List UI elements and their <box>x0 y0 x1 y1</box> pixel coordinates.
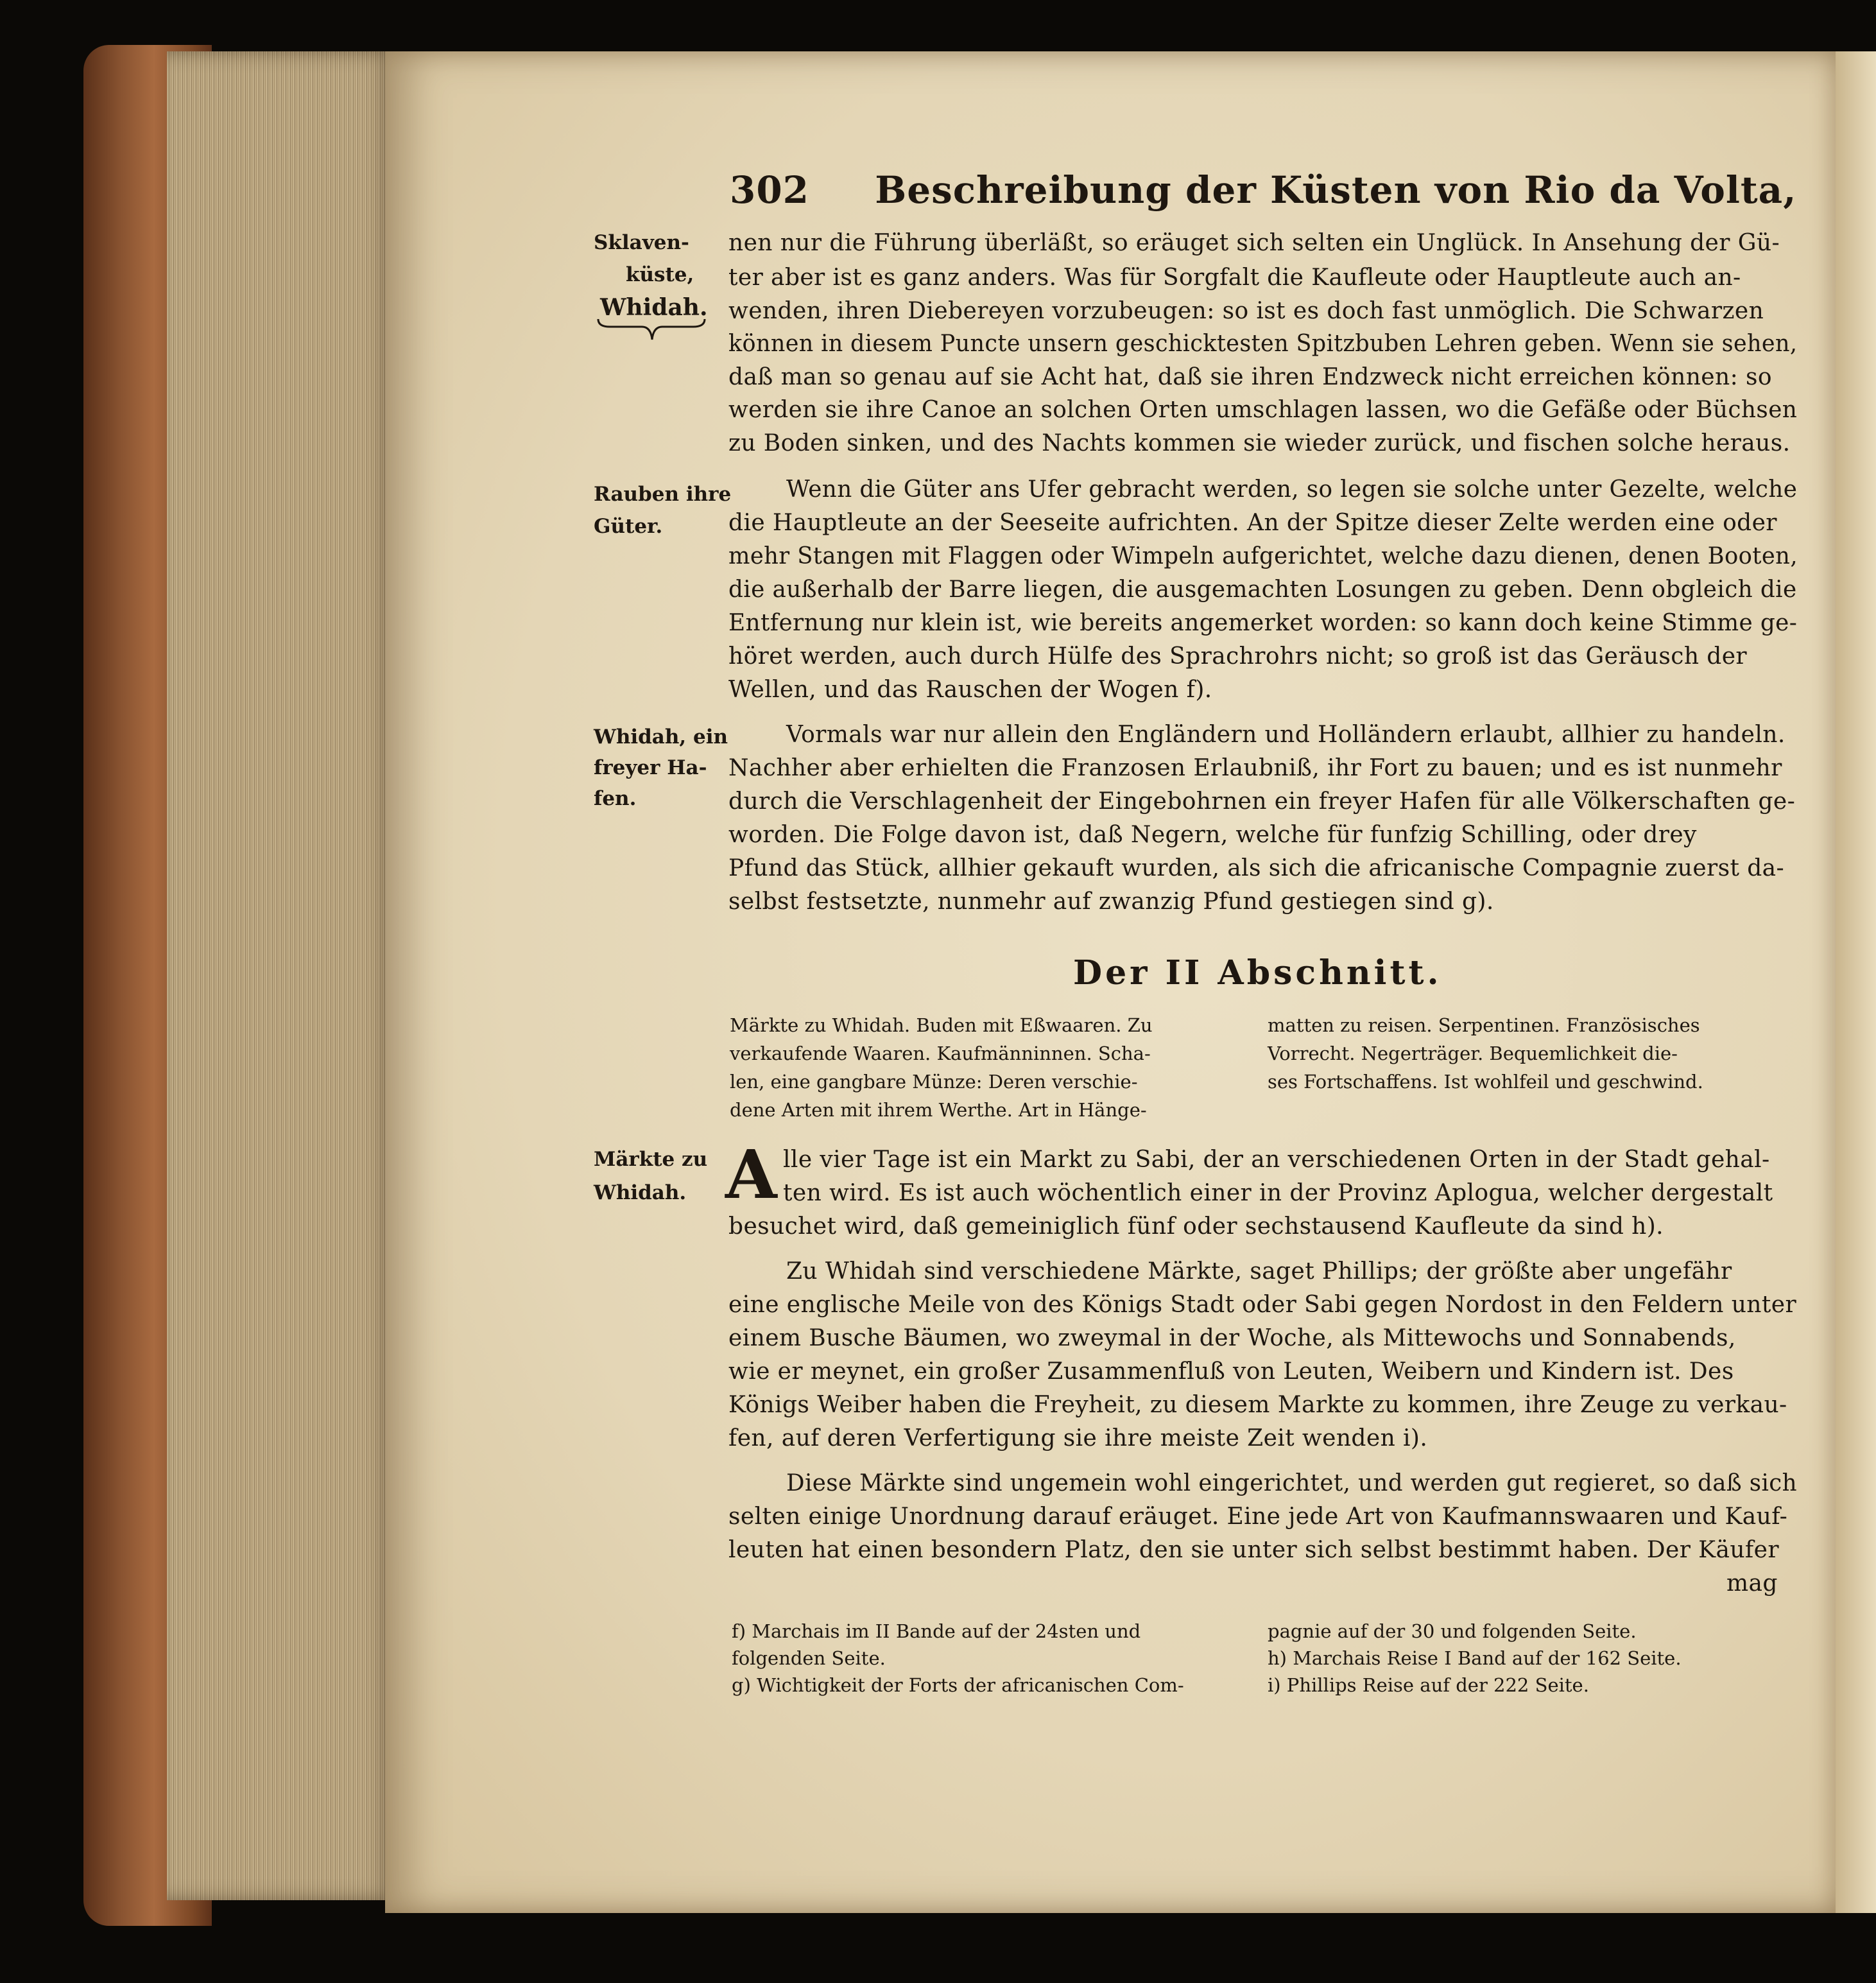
text-line: Wellen, und das Rauschen der Wogen f). <box>728 677 1212 703</box>
summary-line: Vorrecht. Negerträger. Bequemlichkeit die- <box>1268 1043 1678 1064</box>
section-title: Der II Abschnitt. <box>1073 953 1442 992</box>
text-line: die Hauptleute an der Seeseite aufrichten. An der Spitze dieser Zelte werden eine oder <box>728 510 1777 536</box>
text-line: Nachher aber erhielten die Franzosen Erlaubniß, ihr Fort zu bauen; und es ist nunmehr <box>728 755 1782 781</box>
running-header <box>730 168 1796 212</box>
text-line: werden sie ihre Canoe an solchen Orten umschlagen lassen, wo die Gefäße oder Büchsen <box>728 397 1798 423</box>
text-line: nen nur die Führung überläßt, so eräuget sich selten ein Unglück. In Ansehung der Gü- <box>728 230 1780 256</box>
margin-note: Märkte zu <box>594 1148 708 1171</box>
footnote: i) Phillips Reise auf der 222 Seite. <box>1268 1674 1589 1696</box>
text-line: selten einige Unordnung darauf eräuget. Eine jede Art von Kaufmannswaaren und Kauf- <box>728 1503 1788 1530</box>
margin-note: küste, <box>626 263 694 286</box>
text-line: leuten hat einen besondern Platz, den sie unter sich selbst bestimmt haben. Der Käufer <box>728 1537 1779 1563</box>
running-title: Beschreibung der Küsten von Rio da Volta, <box>875 168 1797 212</box>
margin-note: Whidah. <box>600 294 708 321</box>
footnote: pagnie auf der 30 und folgenden Seite. <box>1268 1620 1637 1642</box>
margin-note: Güter. <box>594 515 663 538</box>
text-line: zu Boden sinken, und des Nachts kommen sie wieder zurück, und fischen solche heraus. <box>728 430 1791 456</box>
text-line: die außerhalb der Barre liegen, die ausgemachten Losungen zu geben. Denn obgleich die <box>728 576 1797 603</box>
text-line: wenden, ihren Diebereyen vorzubeugen: so ist es doch fast unmöglich. Die Schwarzen <box>728 298 1764 324</box>
text-line: Diese Märkte sind ungemein wohl eingerichtet, und werden gut regieret, so daß sich <box>786 1470 1797 1496</box>
text-line: daß man so genau auf sie Acht hat, daß sie ihren Endzweck nicht erreichen können: so <box>728 364 1772 390</box>
footnote: f) Marchais im II Bande auf der 24sten und <box>732 1620 1141 1642</box>
text-line: Königs Weiber haben die Freyheit, zu diesem Markte zu kommen, ihre Zeuge zu verkau- <box>728 1392 1787 1418</box>
margin-note: freyer Ha- <box>594 756 707 779</box>
summary-line: verkaufende Waaren. Kaufmänninnen. Scha- <box>730 1043 1151 1064</box>
text-line: worden. Die Folge davon ist, daß Negern, welche für funfzig Schilling, oder drey <box>728 822 1697 848</box>
text-line: mehr Stangen mit Flaggen oder Wimpeln aufgerichtet, welche dazu dienen, denen Booten, <box>728 543 1798 569</box>
text-line: Wenn die Güter ans Ufer gebracht werden, so legen sie solche unter Gezelte, welche <box>786 476 1798 503</box>
text-line: ter aber ist es ganz anders. Was für Sorgfalt die Kaufleute oder Hauptleute auch an- <box>728 264 1741 291</box>
text-line: Pfund das Stück, allhier gekauft wurden, als sich die africanische Compagnie zuerst da- <box>728 855 1785 881</box>
margin-note: Whidah. <box>594 1181 687 1204</box>
text-line: wie er meynet, ein großer Zusammenfluß von Leuten, Weibern und Kindern ist. Des <box>728 1358 1734 1385</box>
facing-page-edge <box>1836 51 1876 1913</box>
margin-note: Whidah, ein <box>594 725 728 749</box>
margin-brace <box>597 318 706 343</box>
drop-cap: A <box>725 1135 777 1214</box>
margin-note: Rauben ihre <box>594 483 732 506</box>
text-line: eine englische Meile von des Königs Stadt oder Sabi gegen Nordost in den Feldern unter <box>728 1292 1797 1318</box>
text-line: selbst festsetzte, nunmehr auf zwanzig Pfund gestiegen sind g). <box>728 888 1494 915</box>
text-line: einem Busche Bäumen, wo zweymal in der Woche, als Mittewochs und Sonnabends, <box>728 1325 1736 1351</box>
page-number: 302 <box>730 168 809 212</box>
summary-line: len, eine gangbare Münze: Deren verschie- <box>730 1071 1138 1093</box>
summary-line: dene Arten mit ihrem Werthe. Art in Hänge- <box>730 1099 1147 1121</box>
footnote: h) Marchais Reise I Band auf der 162 Seite. <box>1268 1647 1682 1669</box>
footnote: folgenden Seite. <box>732 1647 886 1669</box>
summary-line: ses Fortschaffens. Ist wohlfeil und geschwind. <box>1268 1071 1703 1093</box>
text-line: höret werden, auch durch Hülfe des Sprachrohrs nicht; so groß ist das Geräusch der <box>728 643 1748 670</box>
text-line: Entfernung nur klein ist, wie bereits angemerket worden: so kann doch keine Stimme ge- <box>728 610 1798 636</box>
margin-note: fen. <box>594 787 637 810</box>
text-line: Zu Whidah sind verschiedene Märkte, saget Phillips; der größte aber ungefähr <box>786 1258 1732 1285</box>
footnote: g) Wichtigkeit der Forts der africanischen Com- <box>732 1674 1184 1696</box>
summary-line: Märkte zu Whidah. Buden mit Eßwaaren. Zu <box>730 1014 1153 1036</box>
text-line: fen, auf deren Verfertigung sie ihre meiste Zeit wenden i). <box>728 1425 1428 1451</box>
text-line: durch die Verschlagenheit der Eingebohrnen ein freyer Hafen für alle Völkerschaften ge- <box>728 788 1796 815</box>
text-line: besuchet wird, daß gemeiniglich fünf oder sechstausend Kaufleute da sind h). <box>728 1213 1664 1240</box>
text-line: können in diesem Puncte unsern geschicktesten Spitzbuben Lehren geben. Wenn sie sehen, <box>728 331 1798 357</box>
text-line: ten wird. Es ist auch wöchentlich einer in der Provinz Aplogua, welcher dergestalt <box>783 1180 1773 1206</box>
text-line: Vormals war nur allein den Engländern und Holländern erlaubt, allhier zu handeln. <box>786 722 1786 748</box>
page-edges <box>167 51 398 1900</box>
summary-line: matten zu reisen. Serpentinen. Französisches <box>1268 1014 1700 1036</box>
margin-note: Sklaven- <box>594 231 689 254</box>
catchword: mag <box>1726 1570 1778 1597</box>
text-line: lle vier Tage ist ein Markt zu Sabi, der an verschiedenen Orten in der Stadt gehal- <box>783 1147 1770 1173</box>
